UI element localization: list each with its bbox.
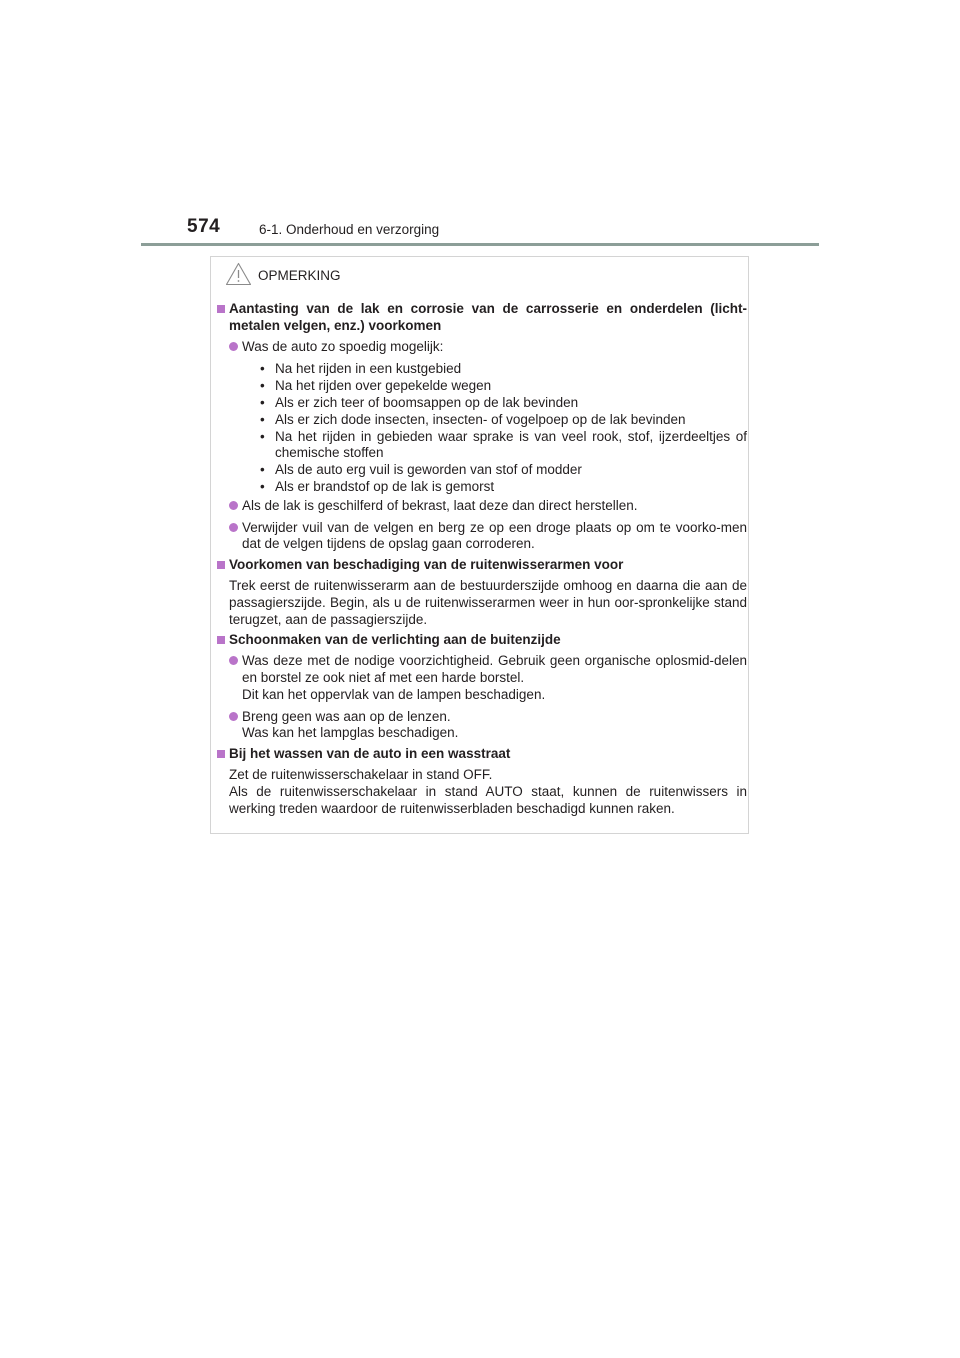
bullet-text-followup: Was kan het lampglas beschadigen. — [242, 725, 459, 741]
section-paragraph — [217, 767, 747, 817]
sub-list-item: • Als er zich teer of boomsappen op de lak bevinden — [217, 395, 747, 412]
section-title: 6-1. Onderhoud en verzorging — [259, 222, 440, 237]
section-heading: Aantasting van de lak en corrosie van de carrosserie en onderdelen (licht-metalen velgen, enz.) voorkomen — [217, 301, 747, 335]
bullet-item — [217, 709, 747, 743]
bullet-text-followup: Dit kan het oppervlak van de lampen beschadigen. — [242, 686, 546, 702]
paragraph-line: Als de ruitenwisserschakelaar in stand AUTO staat, kunnen de ruitenwissers in werking treden waardoor de ruitenwisserbladen beschadigd kunnen raken. — [229, 783, 747, 816]
paragraph-line: Zet de ruitenwisserschakelaar in stand OFF. — [229, 766, 493, 782]
sub-list-item: • Als de auto erg vuil is geworden van stof of modder — [217, 462, 747, 479]
bullet-item: Verwijder vuil van de velgen en berg ze op een droge plaats op om te voorko-men dat de velgen tijdens de opslag gaan corroderen. — [217, 520, 747, 554]
bullet-item — [217, 653, 747, 703]
section-heading: Bij het wassen van de auto in een wasstraat — [217, 746, 747, 763]
sub-list-item: • Als er brandstof op de lak is gemorst — [217, 479, 747, 496]
sub-list-item: • Na het rijden over gepekelde wegen — [217, 378, 747, 395]
sub-list — [217, 361, 747, 495]
sub-list-item: • Als er zich dode insecten, insecten- of vogelpoep op de lak bevinden — [217, 412, 747, 429]
page-number: 574 — [187, 216, 221, 237]
note-title: OPMERKING — [258, 267, 341, 283]
sub-list-item: • Na het rijden in gebieden waar sprake is van veel rook, stof, ijzerdeeltjes of chemische stoffen — [217, 429, 747, 463]
caution-note-box — [210, 256, 749, 834]
sub-list-item: • Na het rijden in een kustgebied — [217, 361, 747, 378]
section-paragraph: Trek eerst de ruitenwisserarm aan de bestuurderszijde omhoog en daarna die aan de passagierszijde. Begin, als u de ruitenwisserarmen weer in hun oor-spronkelijke stand terugzet, aan de passagierszijde. — [229, 577, 747, 627]
section-heading: Voorkomen van beschadiging van de ruitenwisserarmen voor — [217, 557, 747, 574]
note-body — [217, 301, 747, 817]
warning-triangle-icon — [225, 262, 252, 286]
bullet-text: Breng geen was aan op de lenzen. — [242, 708, 451, 724]
header-divider — [141, 243, 819, 246]
bullet-item: Was de auto zo spoedig mogelijk: — [217, 339, 747, 356]
bullet-item: Als de lak is geschilferd of bekrast, laat deze dan direct herstellen. — [217, 498, 747, 515]
note-header — [225, 262, 341, 286]
bullet-text: Was deze met de nodige voorzichtigheid. Gebruik geen organische oplosmid-delen en borstel ze ook niet af met een harde borstel. — [242, 653, 747, 685]
section-heading: Schoonmaken van de verlichting aan de buitenzijde — [217, 632, 747, 649]
